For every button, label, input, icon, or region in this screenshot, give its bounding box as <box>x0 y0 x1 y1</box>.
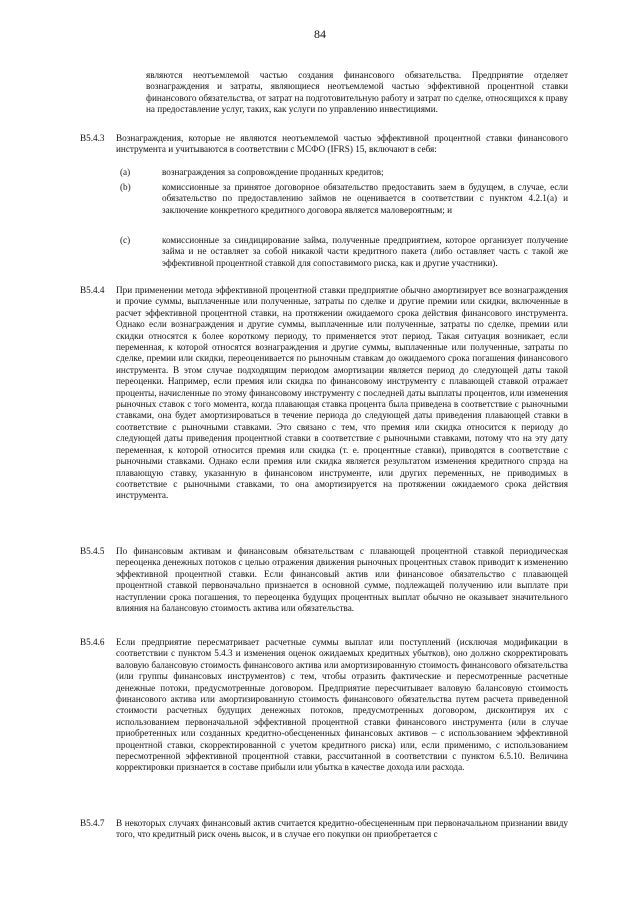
section-code: B5.4.3 <box>80 133 105 143</box>
section-code: B5.4.7 <box>80 818 105 828</box>
section-code: B5.4.6 <box>80 637 105 647</box>
section-text: Если предприятие пересматривает расчетные суммы выплат или поступлений (исключая модификации в соответствии с пунктом 5.4.3 и изменения оценок ожидаемых кредитных убытков), оно должно скорректировать валовую балансовую стоимость финансового актива или амортизированную стоимость финансового обязательства (или группы финансовых инструментов) с тем, чтобы отразить фактические и пересмотренные расчетные денежные потоки, предусмотренные договором. Предприятие пересчитывает валовую балансовую стоимость финансового актива или амортизированную стоимость финансового обязательства путем расчета приведенной стоимости расчетных будущих денежных потоков, предусмотренных договором, дисконтируя их с использованием первоначальной эффективной процентной ставки финансового инструмента (или в случае приобретенных или созданных кредитно-обесцененных финансовых активов – с использованием эффективной процентной ставки, скорректированной с учетом кредитного риска) или, если применимо, с использованием пересмотренной эффективной процентной ставки, рассчитанной в соответствии с пунктом 6.5.10. Величина корректировки признается в составе прибыли или убытка в качестве дохода или расхода. <box>116 637 568 773</box>
section-code: B5.4.5 <box>80 546 105 556</box>
list-item-text: вознаграждения за сопровождение проданных кредитов; <box>162 167 384 177</box>
list-item-text: комиссионные за принятое договорное обязательство предоставить заем в будущем, в случае, если обязательство по предоставлению займов не оценивается в соответствии с пунктом 4.2.1(a) и заключение конкретного кредитного договора является маловероятным; и <box>162 182 568 215</box>
list-item-label: (a) <box>120 167 131 177</box>
intro-paragraph: являются неотъемлемой частью создания финансового обязательства. Предприятие отделяет вознаграждения и затраты, являющиеся неотъемлемой частью эффективной процентной ставки финансового обязательства, от затрат на подготовительную работу и затрат по сделке, относящихся к праву на предоставление услуг, таких, как услуги по управлению инвестициями. <box>146 70 568 115</box>
list-item-text: комиссионные за синдицирование займа, полученные предприятием, которое организует получение займа и не оставляет за собой никакой части кредитного пакета (либо оставляет часть с такой же эффективной процентной ставкой для сопоставимого риска, как и другие участники). <box>162 235 568 268</box>
list-item-label: (b) <box>120 182 131 192</box>
section-text: При применении метода эффективной процентной ставки предприятие обычно амортизирует все вознаграждения и прочие суммы, выплаченные или полученные, затраты по сделке и другие премии или скидки, включенные в расчет эффективной процентной ставки, на протяжении ожидаемого срока действия финансового инструмента. Однако если вознаграждения и другие суммы, выплаченные или полученные, затраты по сделке, премии или скидки относятся к более короткому периоду, то применяется этот период. Такая ситуация возникает, если переменная, к которой относятся вознаграждения и другие суммы, выплаченные или полученные, затраты по сделке, премии или скидки, переоценивается по рыночным ставкам до ожидаемого срока погашения финансового инструмента. В этом случае подходящим периодом амортизации является период до следующей даты такой переоценки. Например, если премия или скидка по финансовому инструменту с плавающей ставкой отражает проценты, начисленные по этому финансовому инструменту с последней даты выплаты процентов, или изменения рыночных ставок с того момента, когда плавающая ставка процента была приведена в соответствие с рыночными ставками, она будет амортизироваться в течение периода до следующей даты приведения плавающей ставки в соответствие с рыночными ставками. Это связано с тем, что премия или скидка относится к периоду до следующей даты приведения процентной ставки в соответствие с рыночными ставками, потому что на эту дату переменная, к которой относится премия или скидка (т. е. процентные ставки), приводятся в соответствие с рыночными ставками. Однако если премия или скидка является результатом изменения кредитного спрэда на плавающую ставку, указанную в финансовом инструменте, или других переменных, не приводимых в соответствие с рыночными ставками, то она амортизируется на протяжении ожидаемого срока действия инструмента. <box>116 285 568 501</box>
section-text: Вознаграждения, которые не являются неотъемлемой частью эффективной процентной ставки финансового инструмента и учитываются в соответствии с МСФО (IFRS) 15, включают в себя: <box>116 133 568 155</box>
page-number: 84 <box>314 27 326 41</box>
section-text: В некоторых случаях финансовый актив считается кредитно-обесцененным при первоначальном признании ввиду того, что кредитный риск очень высок, и в случае его покупки он приобретается с <box>116 818 568 840</box>
section-code: B5.4.4 <box>80 285 105 295</box>
section-text: По финансовым активам и финансовым обязательствам с плавающей процентной ставкой периодическая переоценка денежных потоков с целью отражения движения рыночных процентных ставок приводит к изменению эффективной процентной ставки. Если финансовый актив или финансовое обязательство с плавающей процентной ставкой первоначально признается в основной сумме, подлежащей получению или выплате при наступлении срока погашения, то переоценка будущих процентных выплат обычно не оказывает значительного влияния на балансовую стоимость актива или обязательства. <box>116 546 568 614</box>
list-item-label: (c) <box>120 235 131 245</box>
